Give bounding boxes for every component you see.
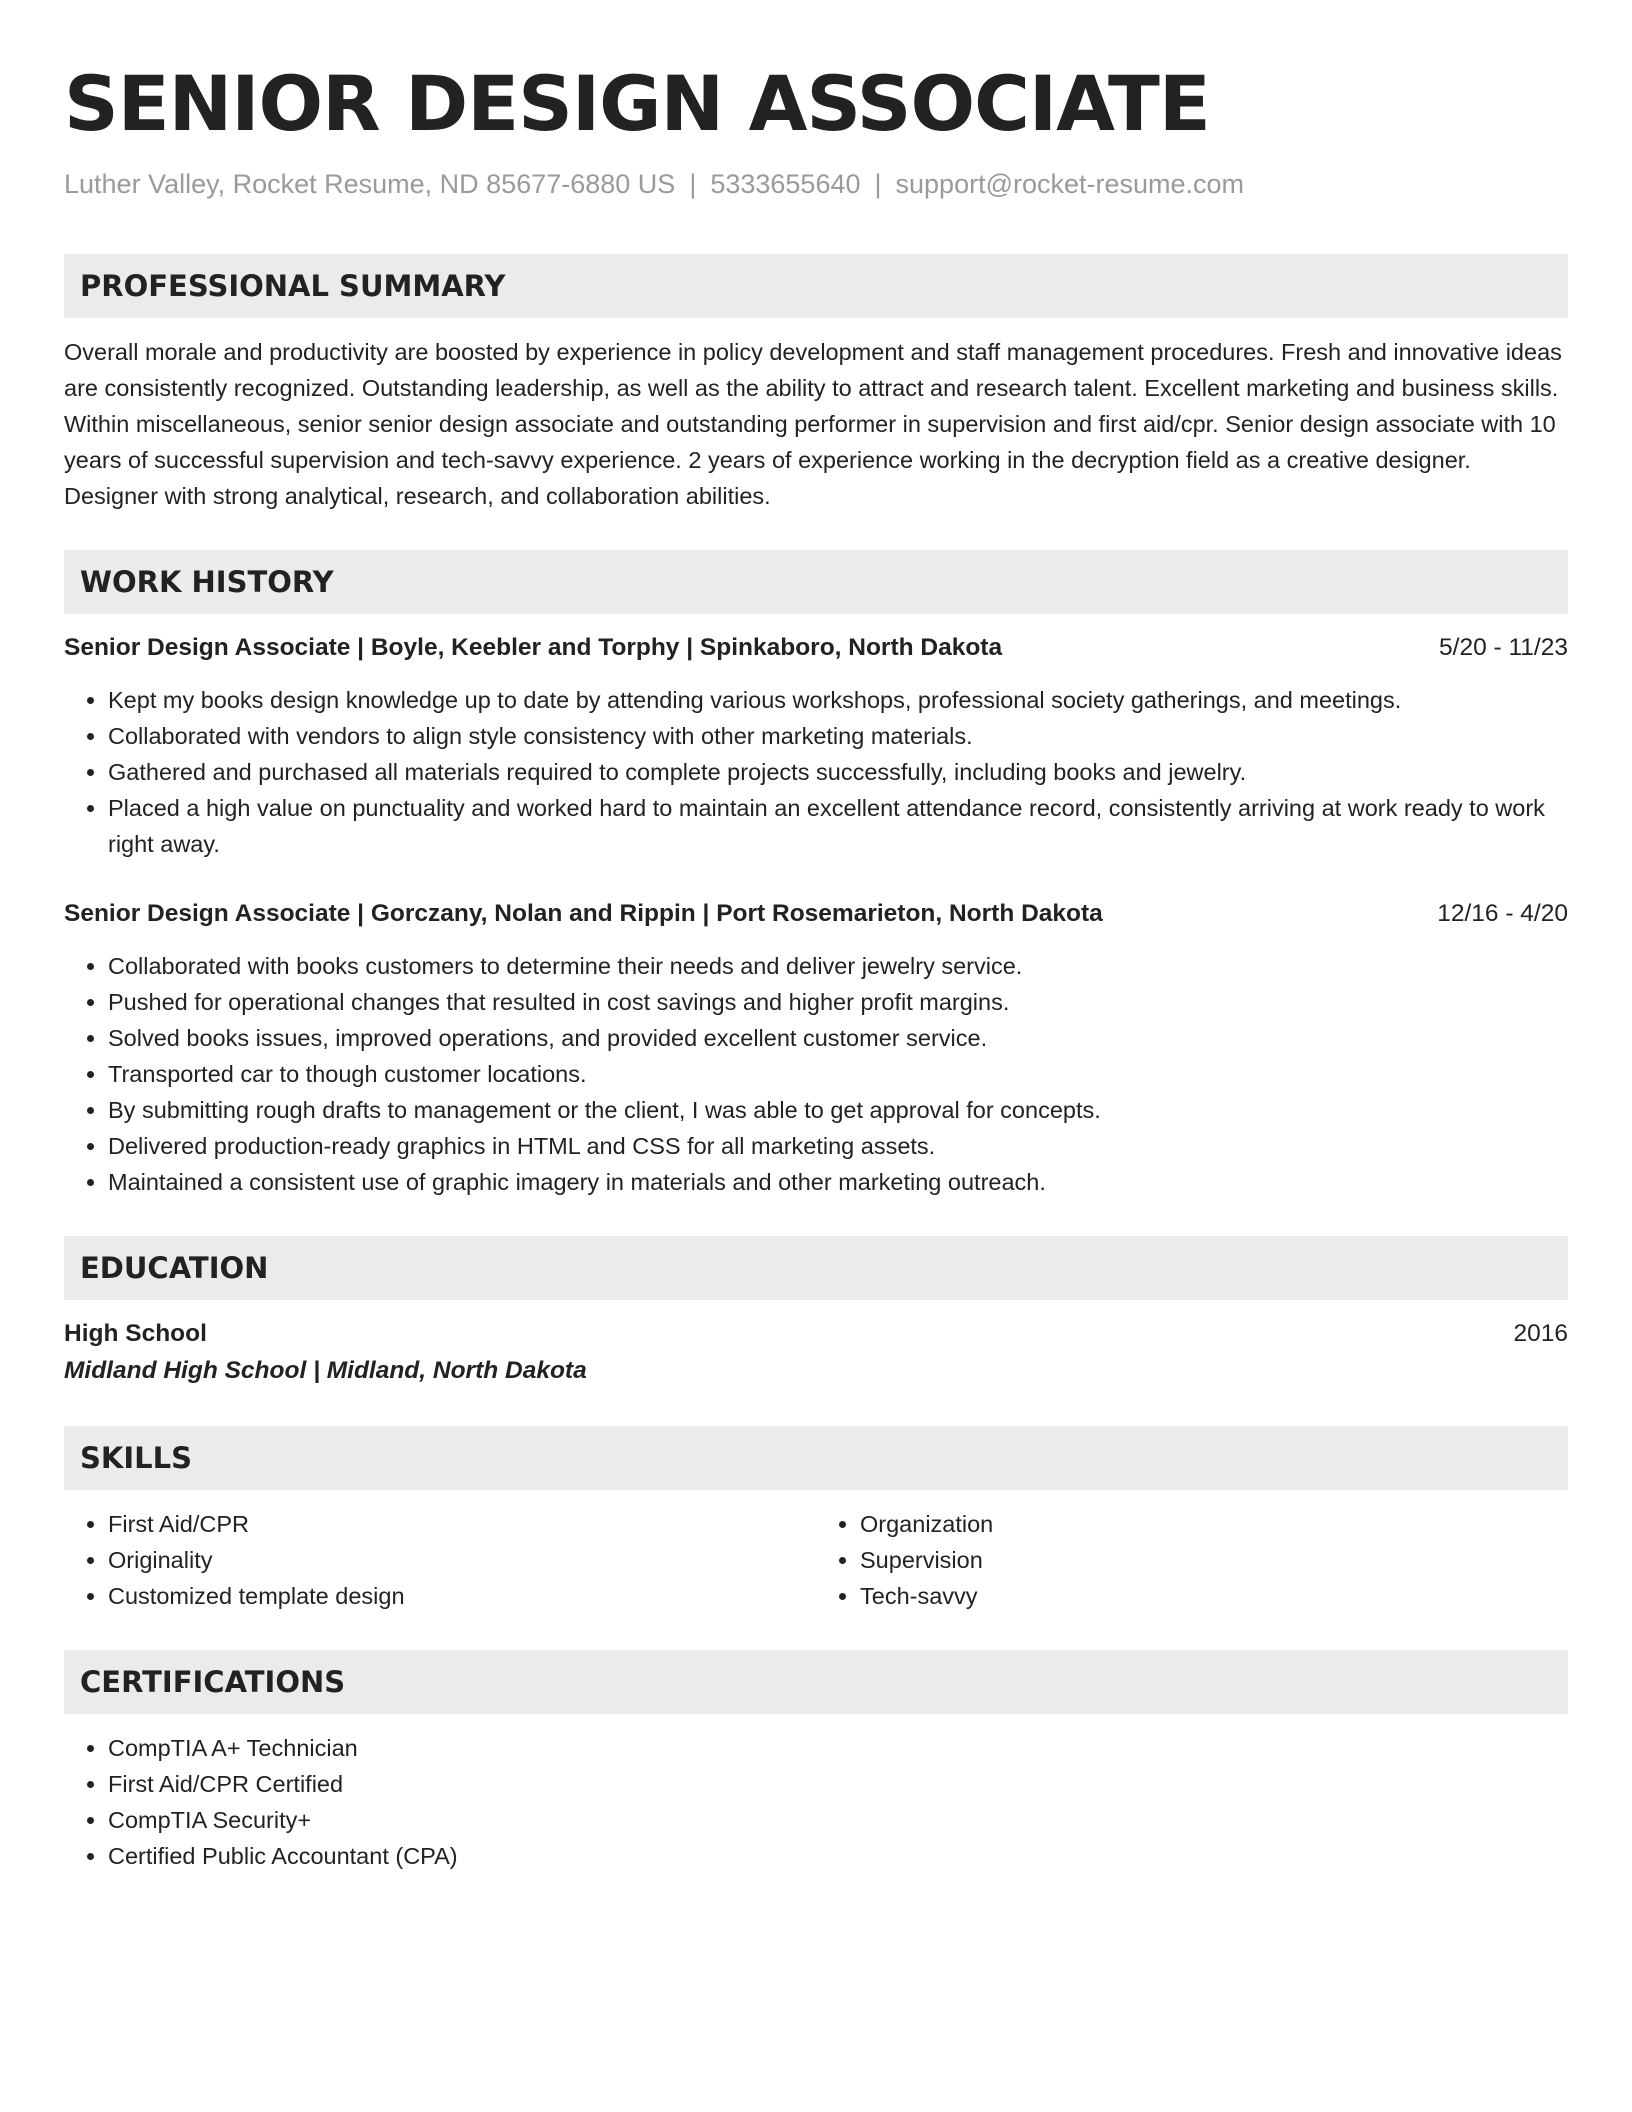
job-bullets [64,682,1568,862]
skills-column-right [816,1506,1568,1614]
job-header [64,896,1568,932]
list-item: • Transported car to though customer locations. [108,1056,1568,1092]
list-item: • Originality [108,1542,816,1578]
list-item: • Solved books issues, improved operations, and provided excellent customer service. [108,1020,1568,1056]
contact-address: Luther Valley, Rocket Resume, ND 85677-6880 US [64,169,676,199]
list-item: • Supervision [860,1542,1568,1578]
list-item: • Collaborated with vendors to align style consistency with other marketing materials. [108,718,1568,754]
skills-column-left [64,1506,816,1614]
list-item: • Gathered and purchased all materials required to complete projects successfully, including books and jewelry. [108,754,1568,790]
section-heading-skills: SKILLS [64,1426,1568,1490]
job-dates: 12/16 - 4/20 [1437,900,1568,927]
section-heading-certifications: CERTIFICATIONS [64,1650,1568,1714]
job-title: Senior Design Associate | Boyle, Keebler and Torphy | Spinkaboro, North Dakota [64,634,1003,661]
job-entry [64,630,1568,862]
list-item: • By submitting rough drafts to management or the client, I was able to get approval for concepts. [108,1092,1568,1128]
contact-separator: | [874,169,882,199]
list-item: • Tech-savvy [860,1578,1568,1614]
job-title: Senior Design Associate | Gorczany, Nolan and Rippin | Port Rosemarieton, North Dakota [64,900,1103,927]
education-year: 2016 [1513,1320,1568,1347]
list-item: • CompTIA A+ Technician [108,1730,1568,1766]
contact-line [64,166,1568,202]
job-bullets [64,948,1568,1200]
education-degree: High School [64,1320,207,1347]
list-item: • First Aid/CPR [108,1506,816,1542]
section-heading-education: EDUCATION [64,1236,1568,1300]
education-header [64,1316,1568,1352]
contact-email: support@rocket-resume.com [895,169,1245,199]
certifications-list [64,1730,1568,1874]
contact-phone: 5333655640 [710,169,861,199]
contact-separator: | [689,169,697,199]
list-item: • Collaborated with books customers to determine their needs and deliver jewelry service. [108,948,1568,984]
summary-text: Overall morale and productivity are boosted by experience in policy development and staff management procedures. Fresh and innovative ideas are consistently recognized. Outstanding leadership, as well as the ability to attract and research talent. Excellent marketing and business skills. Within miscellaneous, senior senior design associate and outstanding performer in supervision and first aid/cpr. Senior design associate with 10 years of successful supervision and tech-savvy experience. 2 years of experience working in the decryption field as a creative designer. Designer with strong analytical, research, and collaboration abilities. [64,339,1562,509]
list-item: • Kept my books design knowledge up to date by attending various workshops, professional society gatherings, and meetings. [108,682,1568,718]
section-heading-work-history: WORK HISTORY [64,550,1568,614]
job-dates: 5/20 - 11/23 [1439,634,1568,661]
job-header [64,630,1568,666]
education-school: Midland High School | Midland, North Dakota [64,1357,587,1384]
job-entry [64,896,1568,1200]
skills-list [64,1506,1568,1614]
list-item: • Placed a high value on punctuality and worked hard to maintain an excellent attendance record, consistently arriving at work ready to work right away. [108,790,1568,862]
list-item: • Delivered production-ready graphics in HTML and CSS for all marketing assets. [108,1128,1568,1164]
list-item: • Customized template design [108,1578,816,1614]
list-item: • Organization [860,1506,1568,1542]
list-item: • Certified Public Accountant (CPA) [108,1838,1568,1874]
section-heading-summary: PROFESSIONAL SUMMARY [64,254,1568,318]
list-item: • Pushed for operational changes that resulted in cost savings and higher profit margins. [108,984,1568,1020]
list-item: • Maintained a consistent use of graphic imagery in materials and other marketing outreach. [108,1164,1568,1200]
candidate-name: SENIOR DESIGN ASSOCIATE [64,59,1210,148]
list-item: • First Aid/CPR Certified [108,1766,1568,1802]
list-item: • CompTIA Security+ [108,1802,1568,1838]
